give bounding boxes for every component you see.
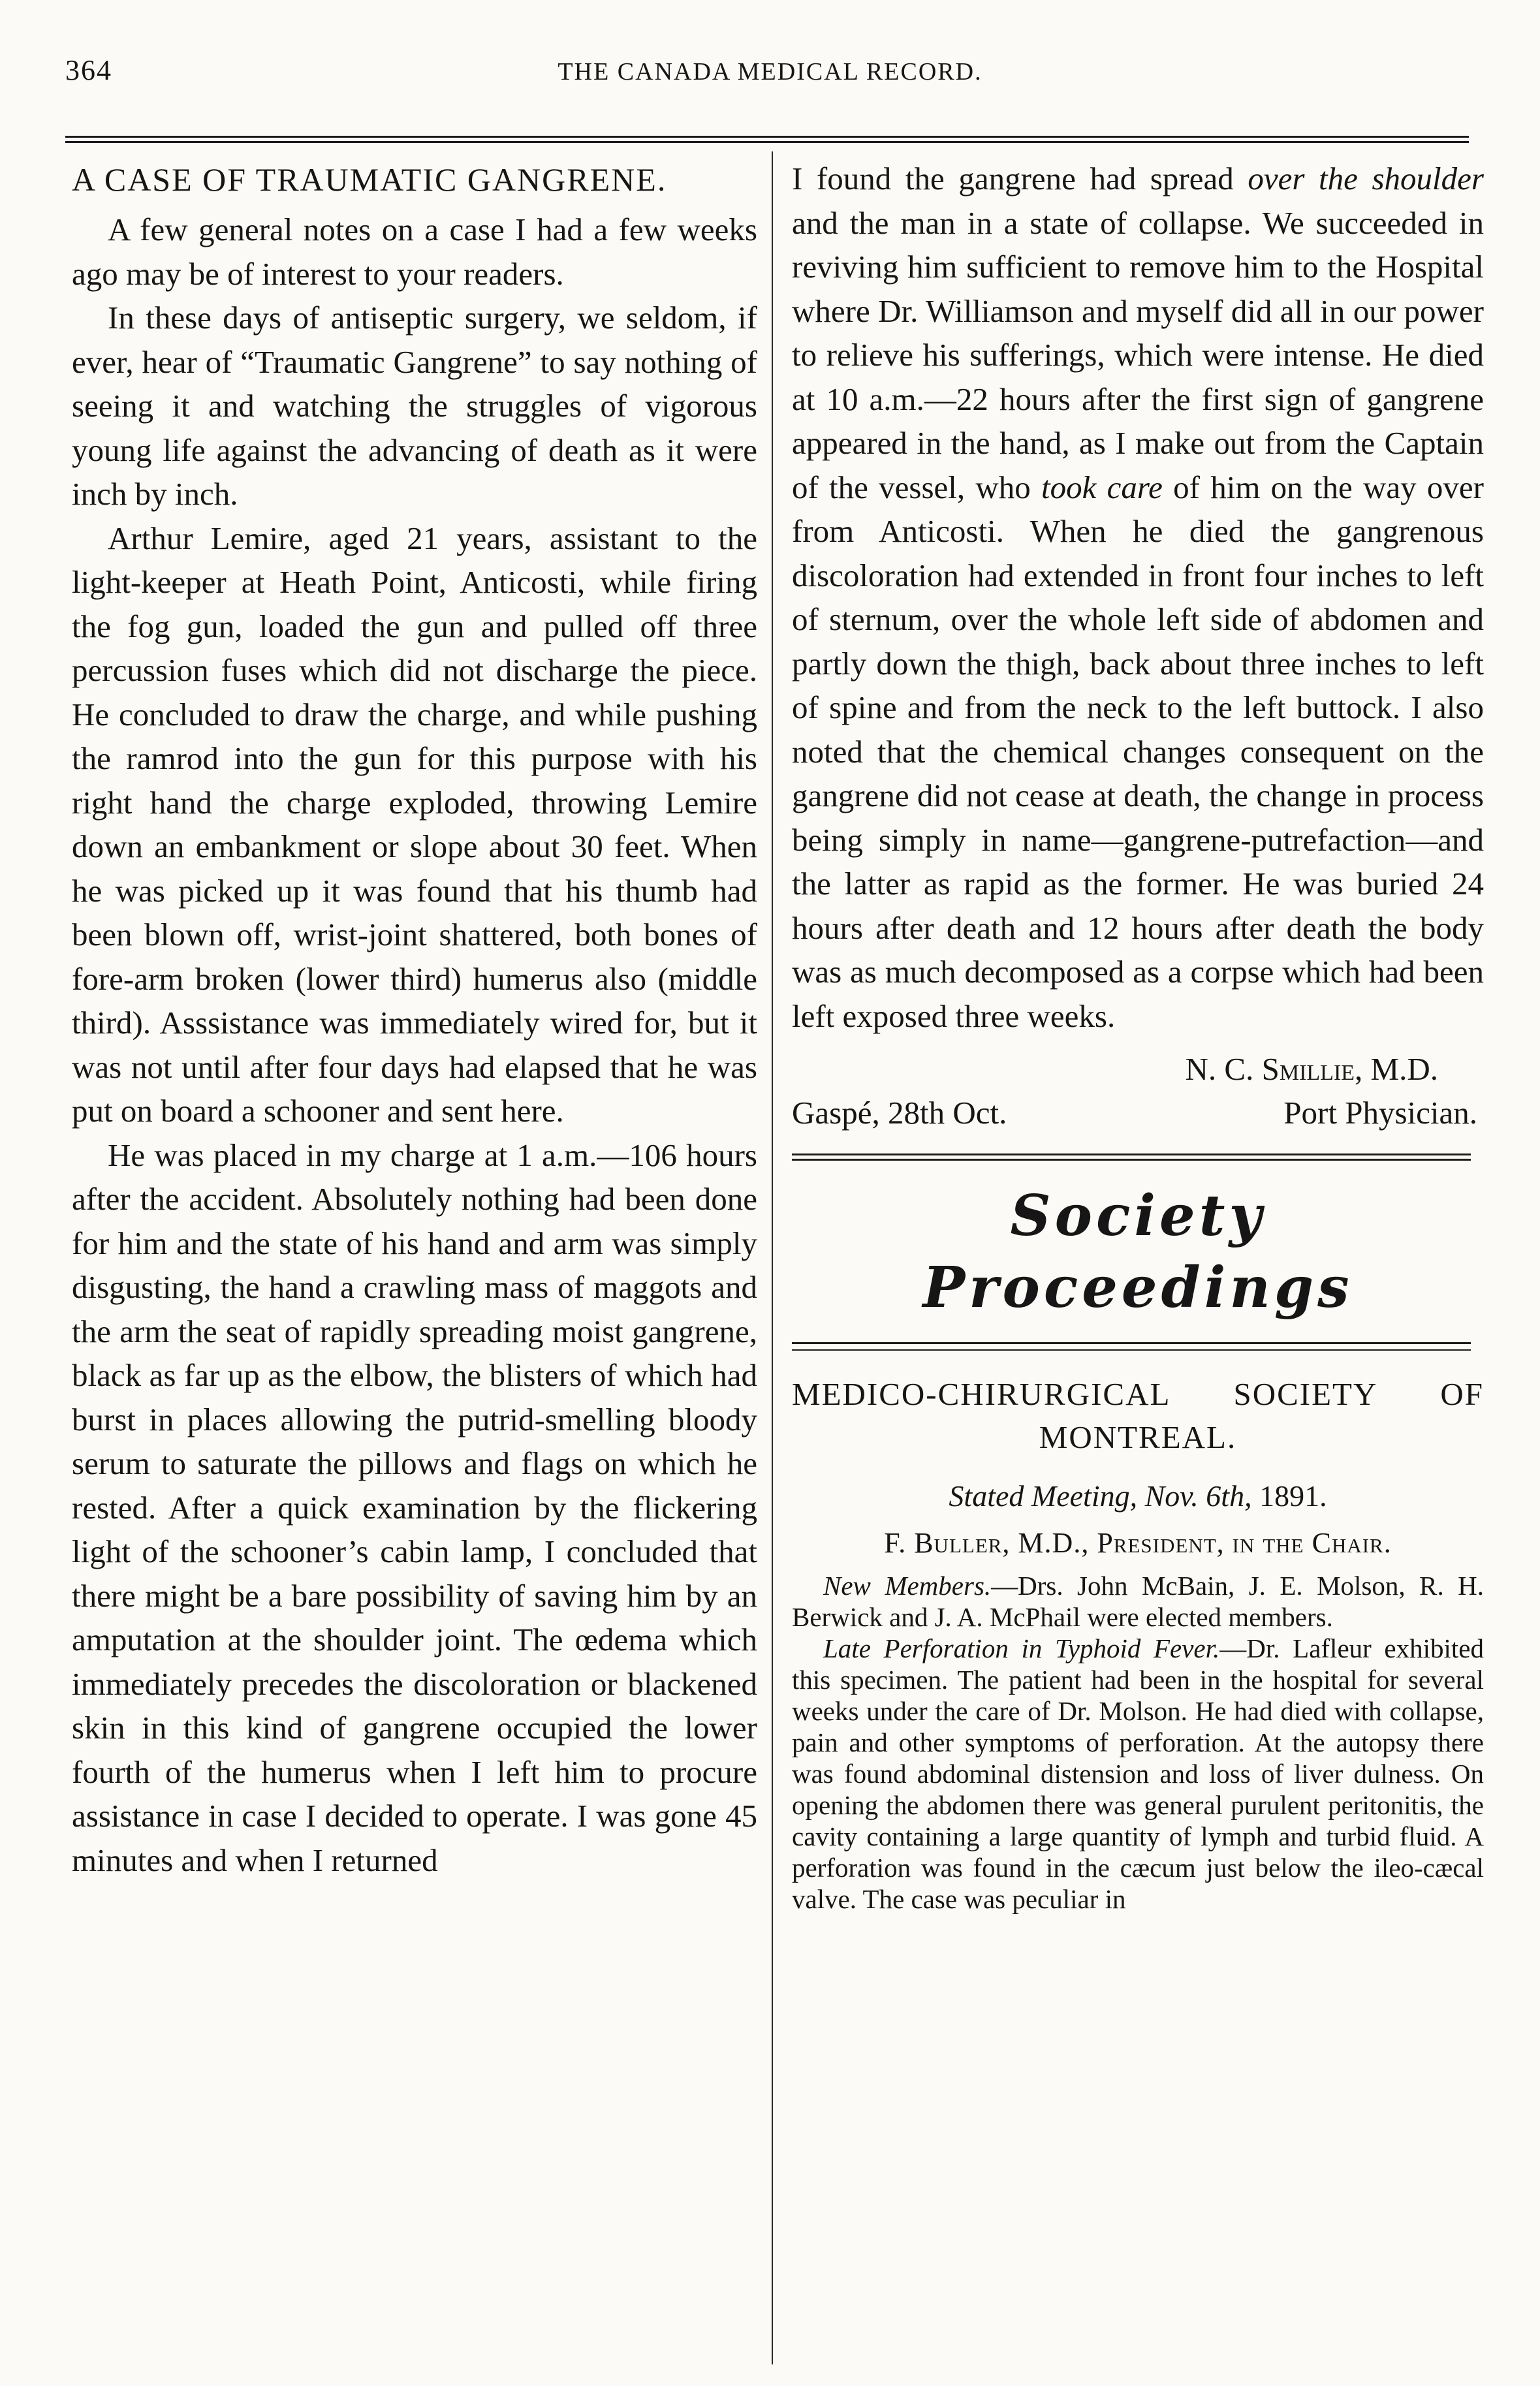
section-heading: Society Proceedings [922,1183,1353,1321]
article-paragraph-2: In these days of antiseptic surgery, we seldom, if ever, hear of “Traumatic Gangrene” to say nothing of seeing it and watching the struggles of vigorous young life against the advancing of death as it were inch by inch. [72,300,757,512]
perforation-paragraph: Late Perforation in Typhoid Fever.—Dr. Lafleur exhibited this specimen. The patient had been in the hospital for several weeks under the care of Dr. Molson. He had died with collapse, pain and other symptoms of perforation. At the autopsy there was found abdominal distension and loss of liver dulness. On opening the abdomen there was general purulent peritonitis, the cavity containing a large quantity of lymph and turbid fluid. A perforation was found in the cæcum just below the ileo-cæcal valve. The case was peculiar in [792,1633,1484,1914]
section-rule-2 [792,1349,1471,1351]
new-members-paragraph: New Members.—Drs. John McBain, J. E. Molson, R. H. Berwick and J. A. McPhail were elected members. [792,1571,1484,1632]
header-double-rule [65,136,1469,143]
right-column [792,157,1484,1915]
author-title: Port Physician. [1283,1095,1477,1131]
signature-block [792,1047,1484,1135]
continuation-paragraph: I found the gangrene had spread over the shoulder and the man in a state of collapse. We succeeded in reviving him sufficient to remove him to the Hospital where Dr. Williamson and myself did all in our power to relieve his sufferings, which were intense. He died at 10 a.m.—22 hours after the first sign of gangrene appeared in the hand, as I make out from the Captain of the vessel, who took care of him on the way over from Anticosti. When he died the gangrenous discoloration had extended in front four inches to left of sternum, over the whole left side of abdomen and partly down the thigh, back about three inches to left of spine and from the neck to the left buttock. I also noted that the chemical changes consequent on the gangrene did not cease at death, the change in process being simply in name—gangrene-putrefaction—and the latter as rapid as the former. He was buried 24 hours after death and 12 hours after death the body was as much decomposed as a corpse which had been left exposed three weeks. [792,161,1484,1034]
article-title: A CASE OF TRAUMATIC GANGRENE. [72,161,667,198]
article-continuation [792,157,1484,1038]
article-paragraph-3: Arthur Lemire, aged 21 years, assistant to the light-keeper at Heath Point, Anticosti, while firing the fog gun, loaded the gun and pulled off three percussion fuses which did not discharge the piece. He concluded to draw the charge, and while pushing the ramrod into the gun for this purpose with his right hand the charge exploded, throwing Lemire down an embankment or slope about 30 feet. When he was picked up it was found that his thumb had been blown off, wrist-joint shattered, both bones of fore-arm broken (lower third) humerus also (middle third). Asssistance was immediately wired for, but it was not until after four days had elapsed that he was put on board a schooner and sent here. [72,520,757,1129]
meeting-date: Stated Meeting, Nov. 6th, 1891. [949,1479,1327,1513]
page-number: 364 [65,54,112,86]
article-paragraph-1: A few general notes on a case I had a few weeks ago may be of interest to your readers. [72,212,757,292]
article-paragraph-4: He was placed in my charge at 1 a.m.—106 hours after the accident. Absolutely nothing had been done for him and the state of his hand and arm was simply disgusting, the hand a crawling mass of maggots and the arm the seat of rapidly spreading moist gangrene, black as far up as the elbow, the blisters of which had burst in places allowing the putrid-smelling bloody serum to saturate the pillows and flags on which he rested. After a quick examination by the flickering light of the schooner’s cabin lamp, I concluded that there might be a bare possibility of saving him by an amputation at the shoulder joint. The œdema which immediately precedes the discoloration or blackened skin in this kind of gangrene occupied the lower fourth of the humerus when I left him to procure assistance in case I decided to operate. I was gone 45 minutes and when I returned [72,1137,757,1878]
society-name: MEDICO-CHIRURGICAL SOCIETY OF MONTREAL. [792,1376,1484,1455]
left-column [72,157,757,1882]
chair-line: F. Buller, M.D., President, in the Chair. [884,1527,1392,1559]
section-double-rule [792,1154,1471,1161]
author-name: N. C. Smillie, M.D. [1185,1051,1438,1087]
journal-title: THE CANADA MEDICAL RECORD. [558,58,982,86]
section-rule-1 [792,1342,1471,1344]
running-head [65,54,1475,99]
column-divider [772,151,773,2364]
proceedings-text [792,1570,1484,1915]
place-date: Gaspé, 28th Oct. [792,1095,1007,1131]
